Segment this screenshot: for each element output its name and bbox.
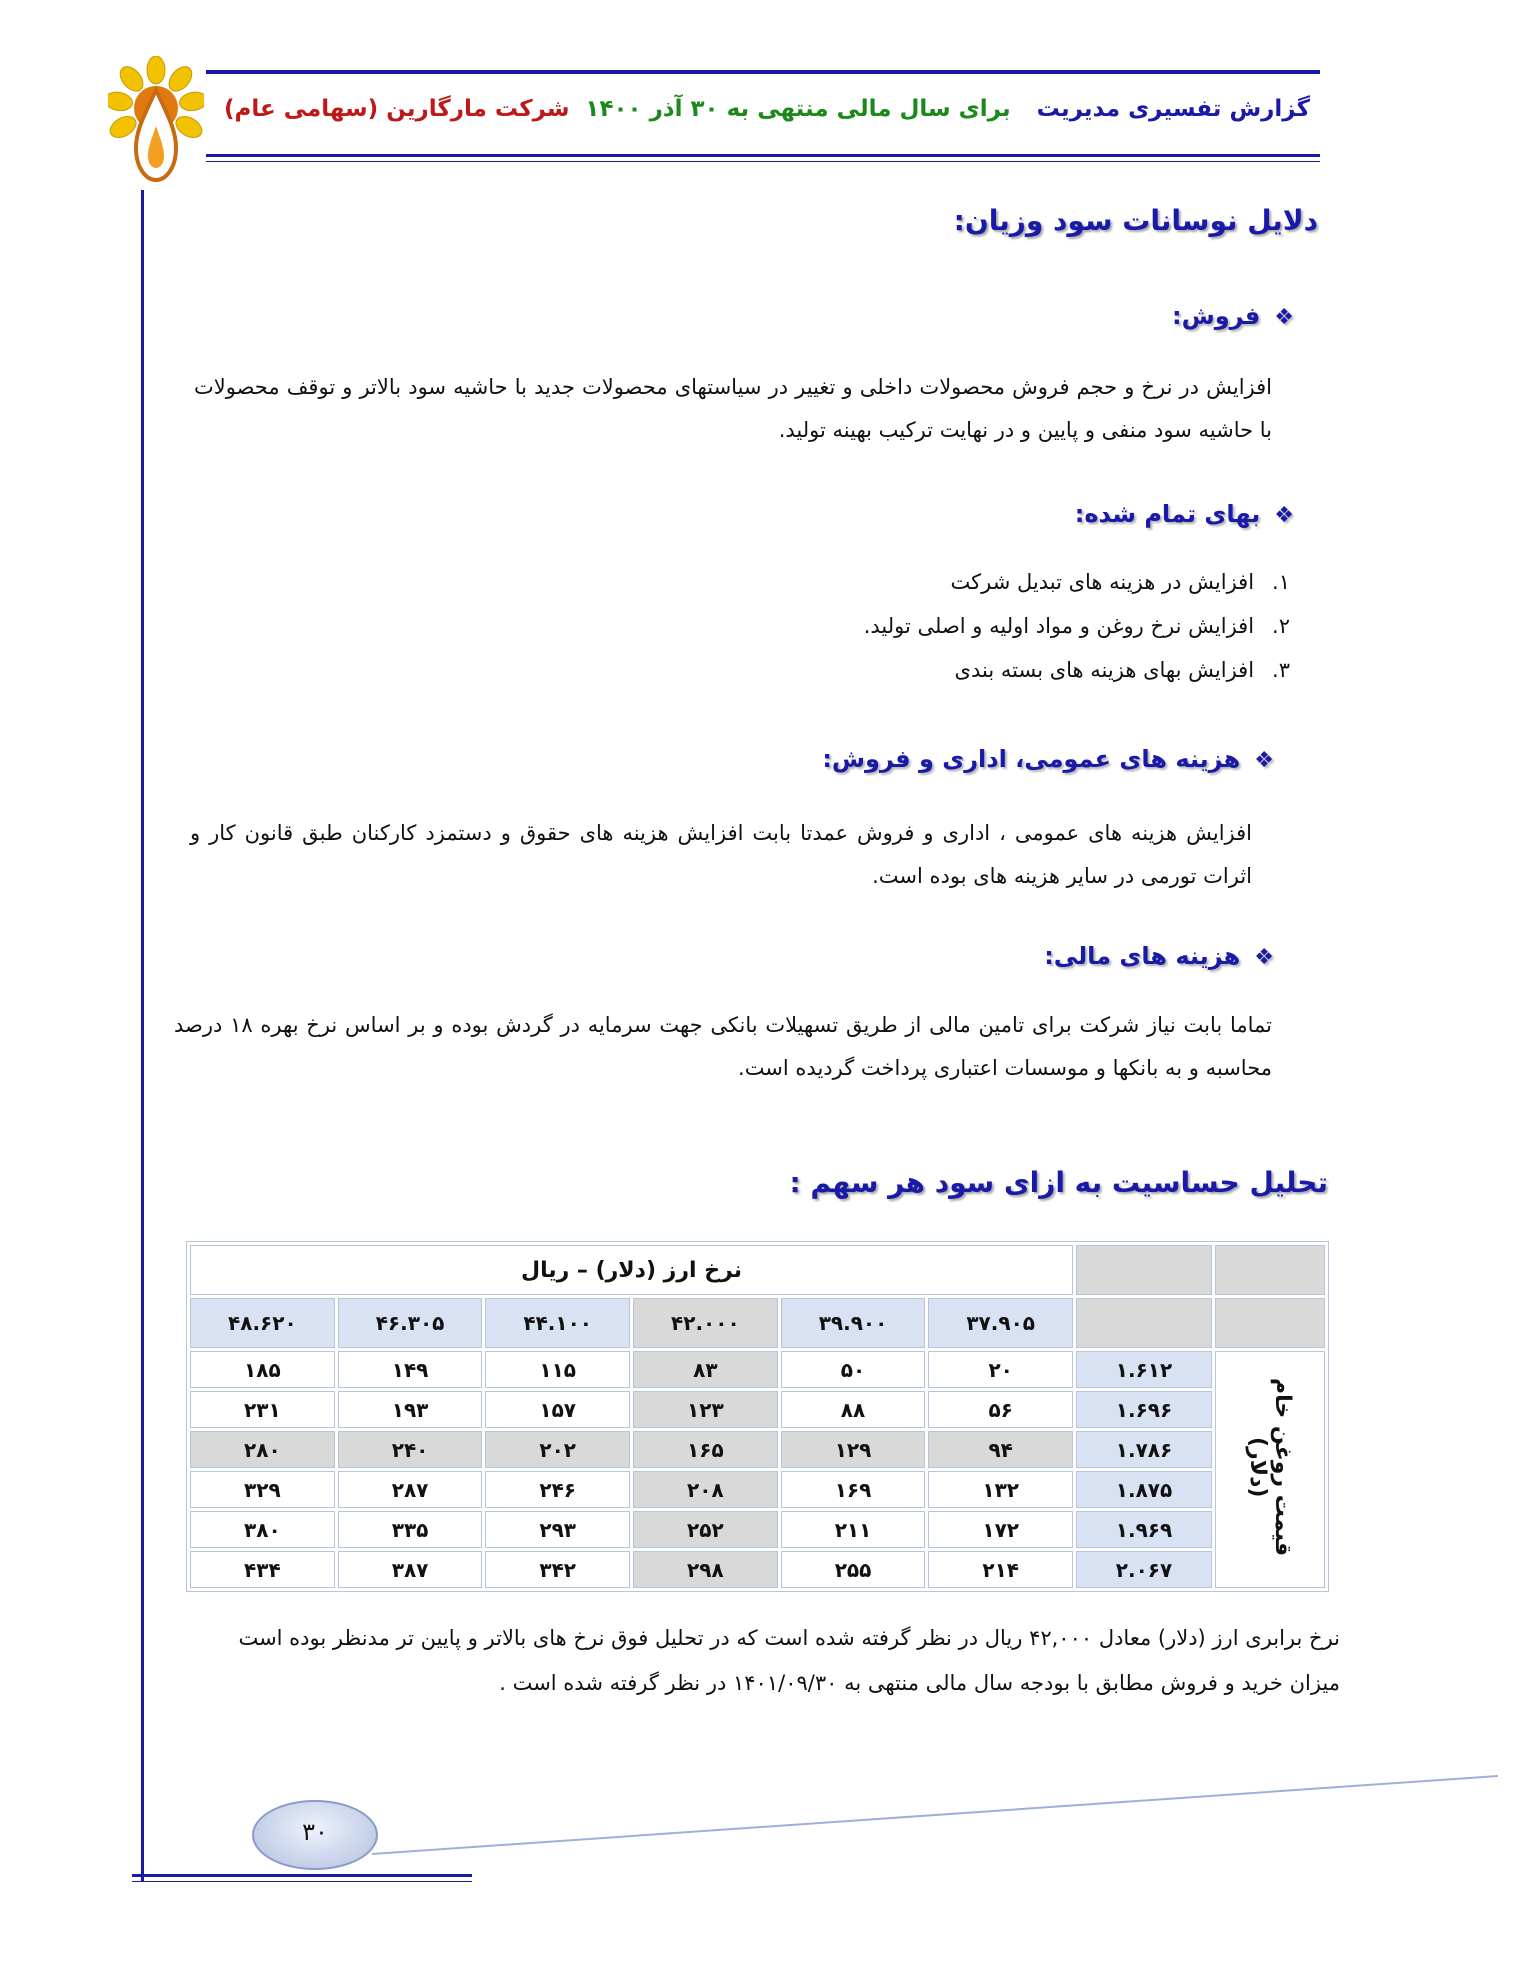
value-cell: ۳۸۷ — [338, 1551, 483, 1588]
oil-price-cell: ۱.۸۷۵ — [1076, 1471, 1212, 1508]
corner-cell — [1076, 1245, 1212, 1295]
table-row — [190, 1298, 1325, 1348]
value-cell: ۳۲۹ — [190, 1471, 335, 1508]
value-cell: ۲۵۲ — [633, 1511, 778, 1548]
oil-price-header-text: قیمت روغن خام (دلار) — [1245, 1377, 1295, 1557]
value-cell: ۲۴۶ — [485, 1471, 630, 1508]
header-rule-top — [206, 70, 1320, 74]
diamond-bullet-icon: ❖ — [1274, 305, 1294, 330]
section-text-finance: تماما بابت نیاز شرکت برای تامین مالی از طریق تسهیلات بانکی جهت سرمایه در گردش بوده و بر اساس نرخ بهره ۱۸ درصد محاسبه و به بانکها و موسسات اعتباری پرداخت گردیده است. — [174, 1013, 1272, 1080]
table-row — [190, 1351, 1325, 1388]
list-text: افزایش در هزینه های تبدیل شرکت — [950, 570, 1255, 594]
section-text-sales: افزایش در نرخ و حجم فروش محصولات داخلی و تغییر در سیاستهای محصولات جدید با حاشیه سود بالاتر و توقف محصولات با حاشیه سود منفی و پایین و در نهایت ترکیب بهینه تولید. — [194, 375, 1272, 442]
list-number: ۲. — [1272, 614, 1290, 638]
page-number: ۳۰ — [252, 1800, 378, 1870]
report-period: برای سال مالی منتهی به ۳۰ آذر ۱۴۰۰ — [585, 96, 1011, 122]
oil-price-cell: ۱.۹۶۹ — [1076, 1511, 1212, 1548]
table-row — [190, 1245, 1325, 1295]
sensitivity-footnote: نرخ برابری ارز (دلار) معادل ۴۲,۰۰۰ ریال در نظر گرفته شده است که در تحلیل فوق نرخ های بالاتر و پایین تر مدنظر بوده است میزان خرید و فروش مطابق با بودجه سال مالی منتهی به ۱۴۰۱/۰۹/۳۰ در نظر گرفته شده است . — [238, 1626, 1340, 1695]
value-cell: ۵۶ — [928, 1391, 1073, 1428]
value-cell: ۱۴۹ — [338, 1351, 483, 1388]
oil-price-cell: ۲.۰۶۷ — [1076, 1551, 1212, 1588]
value-cell: ۵۰ — [781, 1351, 926, 1388]
list-text: افزایش بهای هزینه های بسته بندی — [954, 658, 1255, 682]
oil-price-cell: ۱.۷۸۶ — [1076, 1431, 1212, 1468]
table-row — [190, 1391, 1325, 1428]
value-cell: ۲۰ — [928, 1351, 1073, 1388]
header-rule-bottom-thin — [206, 161, 1320, 162]
value-cell: ۲۹۸ — [633, 1551, 778, 1588]
company-name: شرکت مارگارین (سهامی عام) — [224, 96, 570, 122]
header-rule-bottom — [206, 154, 1320, 157]
fx-column-header: ۳۷.۹۰۵ — [928, 1298, 1073, 1348]
value-cell: ۲۱۴ — [928, 1551, 1073, 1588]
value-cell: ۲۱۱ — [781, 1511, 926, 1548]
list-item — [864, 614, 1290, 638]
footer-rule-thick — [132, 1874, 472, 1877]
footer-rule-thin — [132, 1881, 472, 1882]
value-cell: ۲۵۵ — [781, 1551, 926, 1588]
list-item — [950, 570, 1290, 594]
fx-rate-header: نرخ ارز (دلار) – ریال — [190, 1245, 1073, 1295]
oil-price-cell: ۱.۶۹۶ — [1076, 1391, 1212, 1428]
fx-column-header: ۴۸.۶۲۰ — [190, 1298, 335, 1348]
corner-cell — [1215, 1298, 1325, 1348]
heading-text: هزینه های مالی: — [1044, 942, 1241, 970]
value-cell: ۱۹۳ — [338, 1391, 483, 1428]
section-heading-admin — [822, 745, 1274, 773]
fx-column-header: ۴۲.۰۰۰ — [633, 1298, 778, 1348]
heading-text: فروش: — [1171, 302, 1261, 330]
diamond-bullet-icon: ❖ — [1254, 748, 1274, 773]
flower-drop-logo — [108, 56, 204, 188]
value-cell: ۲۳۱ — [190, 1391, 335, 1428]
value-cell: ۱۶۵ — [633, 1431, 778, 1468]
oil-price-cell: ۱.۶۱۲ — [1076, 1351, 1212, 1388]
section-heading-sales — [1172, 302, 1294, 330]
footer-rule-diagonal — [250, 1770, 1500, 1860]
value-cell: ۱۷۲ — [928, 1511, 1073, 1548]
diamond-bullet-icon: ❖ — [1254, 945, 1274, 970]
left-margin-rule — [141, 190, 144, 1882]
value-cell: ۲۸۷ — [338, 1471, 483, 1508]
value-cell: ۱۶۹ — [781, 1471, 926, 1508]
fx-column-header: ۴۴.۱۰۰ — [485, 1298, 630, 1348]
value-cell: ۱۲۹ — [781, 1431, 926, 1468]
value-cell: ۲۰۲ — [485, 1431, 630, 1468]
heading-text: بهای تمام شده: — [1074, 500, 1261, 528]
value-cell: ۲۴۰ — [338, 1431, 483, 1468]
fx-column-header: ۳۹.۹۰۰ — [781, 1298, 926, 1348]
value-cell: ۴۳۴ — [190, 1551, 335, 1588]
fx-column-header: ۴۶.۳۰۵ — [338, 1298, 483, 1348]
list-number: ۱. — [1272, 570, 1290, 594]
oil-price-header — [1215, 1351, 1325, 1588]
section-heading-cost — [1075, 500, 1294, 528]
value-cell: ۱۵۷ — [485, 1391, 630, 1428]
value-cell: ۱۱۵ — [485, 1351, 630, 1388]
value-cell: ۱۲۳ — [633, 1391, 778, 1428]
value-cell: ۸۸ — [781, 1391, 926, 1428]
value-cell: ۲۸۰ — [190, 1431, 335, 1468]
corner-cell — [1215, 1245, 1325, 1295]
sensitivity-heading: تحلیل حساسیت به ازای سود هر سهم : — [789, 1166, 1328, 1199]
value-cell: ۳۳۵ — [338, 1511, 483, 1548]
value-cell: ۲۹۳ — [485, 1511, 630, 1548]
table-row — [190, 1471, 1325, 1508]
value-cell: ۳۴۲ — [485, 1551, 630, 1588]
main-heading: دلایل نوسانات سود وزیان: — [953, 204, 1318, 237]
value-cell: ۱۳۲ — [928, 1471, 1073, 1508]
heading-text: هزینه های عمومی، اداری و فروش: — [822, 745, 1241, 773]
report-title: گزارش تفسیری مدیریت — [1036, 96, 1310, 122]
list-text: افزایش نرخ روغن و مواد اولیه و اصلی تولید. — [863, 614, 1255, 638]
value-cell: ۹۴ — [928, 1431, 1073, 1468]
table-row — [190, 1511, 1325, 1548]
value-cell: ۳۸۰ — [190, 1511, 335, 1548]
section-text-admin: افزایش هزینه های عمومی ، اداری و فروش عمدتا بابت افزایش هزینه های حقوق و دستمزد کارکنان طبق قانون کار و اثرات تورمی در سایر هزینه های بوده است. — [190, 821, 1252, 888]
value-cell: ۸۳ — [633, 1351, 778, 1388]
value-cell: ۲۰۸ — [633, 1471, 778, 1508]
value-cell: ۱۸۵ — [190, 1351, 335, 1388]
section-heading-finance — [1044, 942, 1274, 970]
diamond-bullet-icon: ❖ — [1274, 503, 1294, 528]
list-number: ۳. — [1272, 658, 1290, 682]
sensitivity-table — [186, 1241, 1329, 1592]
list-item — [955, 658, 1290, 682]
corner-cell — [1076, 1298, 1212, 1348]
table-row — [190, 1551, 1325, 1588]
table-row — [190, 1431, 1325, 1468]
header-title — [585, 96, 1310, 122]
